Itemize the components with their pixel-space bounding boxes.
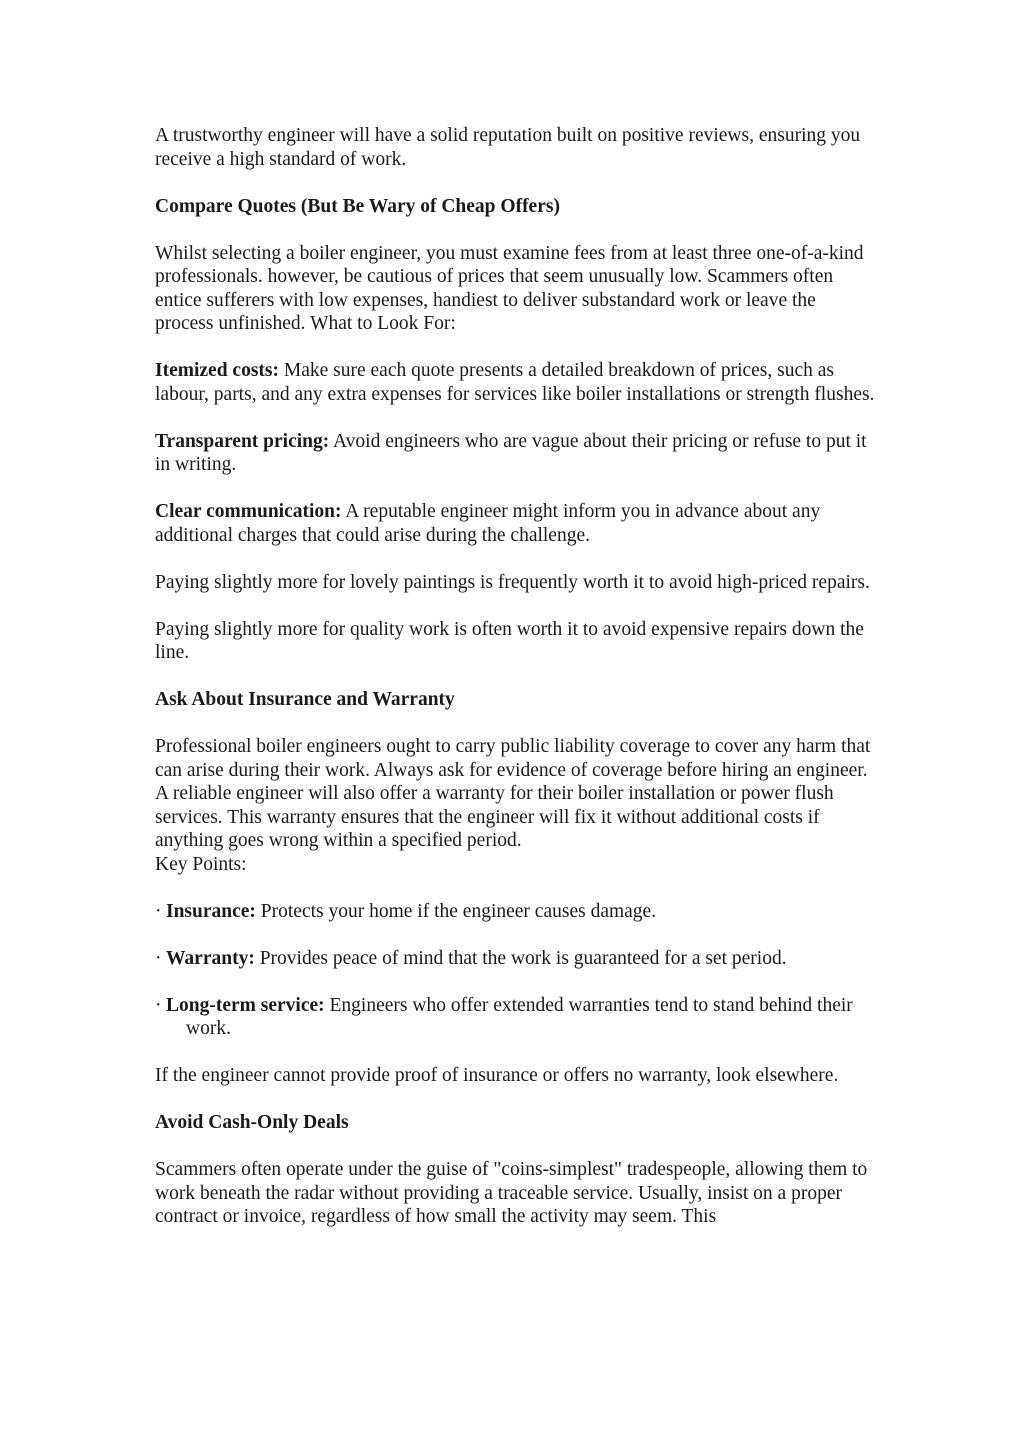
bullet-long-term-service	[155, 994, 875, 1041]
bullet-insurance	[155, 900, 875, 924]
quality-work-paragraph: Paying slightly more for quality work is often worth it to avoid expensive repairs down the line.	[155, 618, 864, 663]
transparent-pricing-paragraph	[155, 430, 875, 477]
heading-insurance-warranty: Ask About Insurance and Warranty	[155, 689, 455, 710]
transparent-pricing-term: Transparent pricing:	[155, 430, 330, 452]
itemized-costs-paragraph	[155, 359, 875, 406]
itemized-costs-term: Itemized costs:	[155, 360, 279, 381]
clear-communication-text: A reputable engineer might inform you in advance about any additional charges that could arise during the challenge.	[155, 501, 821, 546]
clear-communication-term: Clear communication:	[155, 501, 342, 522]
heading-compare-quotes: Compare Quotes (But Be Wary of Cheap Offers)	[155, 195, 560, 217]
document-page	[155, 124, 875, 1252]
bullet-dot-icon: ·	[155, 947, 162, 969]
cash-only-paragraph: Scammers often operate under the guise of "coins-simplest" tradespeople, allowing them to work beneath the radar without providing a traceable service. Usually, insist on a proper contract or invoice, regardless of how small the activity may seem. This	[155, 1159, 868, 1227]
bullet-dot-icon: ·	[155, 994, 162, 1016]
transparent-pricing-text: Avoid engineers who are vague about their pricing or refuse to put it in writing.	[155, 430, 867, 475]
bullet-text: Engineers who offer extended warranties tend to stand behind their work.	[186, 994, 853, 1039]
bullet-term: Warranty:	[166, 947, 255, 969]
look-elsewhere-paragraph: If the engineer cannot provide proof of insurance or offers no warranty, look elsewhere.	[155, 1065, 839, 1086]
bullet-warranty	[155, 947, 875, 971]
clear-communication-paragraph	[155, 500, 875, 547]
key-points-label: Key Points:	[155, 853, 247, 875]
bullet-term: Long-term service:	[166, 994, 325, 1016]
bullet-dot-icon: ·	[155, 900, 162, 922]
insurance-paragraph: Professional boiler engineers ought to carry public liability coverage to cover any harm that can arise during their work. Always ask for evidence of coverage before hiring an engineer. A reliable engineer will also offer a warranty for their boiler installation or power flush services. This warranty ensures that the engineer will fix it without additional costs if anything goes wrong within a specified period.	[155, 736, 871, 851]
bullet-text: Provides peace of mind that the work is guaranteed for a set period.	[254, 947, 787, 969]
bullet-text: Protects your home if the engineer causes damage.	[255, 900, 657, 922]
paintings-paragraph: Paying slightly more for lovely paintings is frequently worth it to avoid high-priced repairs.	[155, 571, 870, 593]
itemized-costs-text: Make sure each quote presents a detailed breakdown of prices, such as labour, parts, and any extra expenses for services like boiler installations or strength flushes.	[155, 360, 875, 405]
quotes-paragraph: Whilst selecting a boiler engineer, you must examine fees from at least three one-of-a-kind professionals. however, be cautious of prices that seem unusually low. Scammers often entice sufferers with low expenses, handiest to deliver substandard work or leave the process unfinished. What to Look For:	[155, 242, 864, 334]
intro-paragraph: A trustworthy engineer will have a solid reputation built on positive reviews, ensuring you receive a high standard of work.	[155, 125, 861, 170]
heading-cash-only: Avoid Cash-Only Deals	[155, 1112, 349, 1133]
bullet-term: Insurance:	[166, 900, 256, 922]
